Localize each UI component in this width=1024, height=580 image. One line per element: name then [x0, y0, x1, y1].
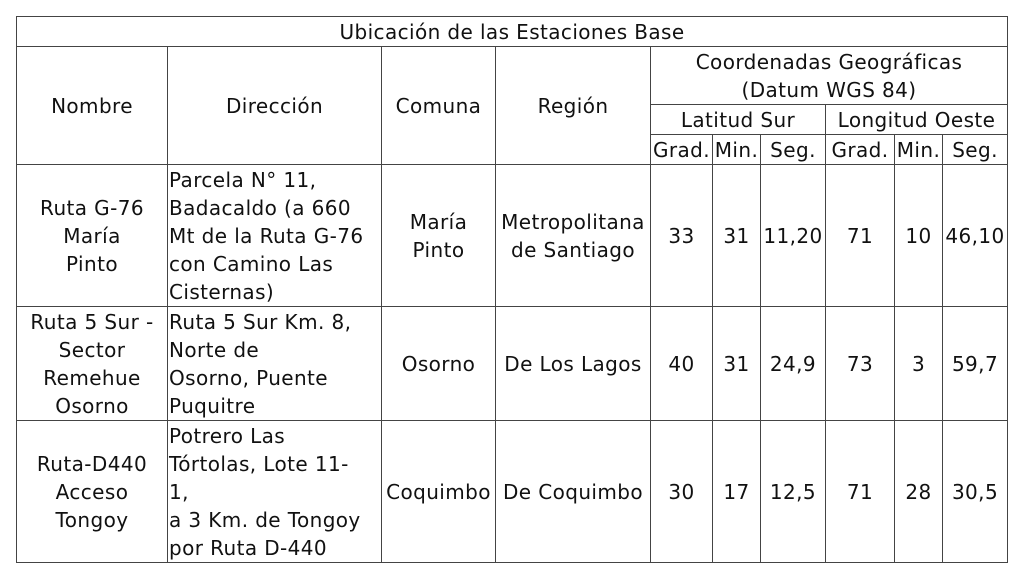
- header-lon-seconds: Seg.: [943, 135, 1008, 165]
- lon-seconds: 30,5: [943, 421, 1008, 563]
- station-region: De Coquimbo: [496, 421, 651, 563]
- header-lon-degrees: Grad.: [826, 135, 895, 165]
- lon-degrees: 71: [826, 421, 895, 563]
- header-longitude: Longitud Oeste: [826, 105, 1008, 135]
- table-row: [17, 307, 1008, 421]
- lat-seconds: 11,20: [761, 165, 826, 307]
- station-commune: Osorno: [382, 307, 496, 421]
- station-address: Parcela N° 11, Badacaldo (a 660 Mt de la Ruta G-76 con Camino Las Cisternas): [168, 165, 382, 307]
- lon-minutes: 28: [895, 421, 943, 563]
- lon-minutes: 10: [895, 165, 943, 307]
- station-name: Ruta 5 Sur - Sector Remehue Osorno: [17, 307, 168, 421]
- table-row: [17, 165, 1008, 307]
- header-lat-seconds: Seg.: [761, 135, 826, 165]
- lon-degrees: 73: [826, 307, 895, 421]
- header-commune: Comuna: [382, 47, 496, 165]
- lon-seconds: 46,10: [943, 165, 1008, 307]
- header-lon-minutes: Min.: [895, 135, 943, 165]
- header-coordinates: Coordenadas Geográficas (Datum WGS 84): [651, 47, 1008, 105]
- header-region: Región: [496, 47, 651, 165]
- header-address: Dirección: [168, 47, 382, 165]
- lat-minutes: 31: [713, 307, 761, 421]
- lat-seconds: 12,5: [761, 421, 826, 563]
- header-lat-degrees: Grad.: [651, 135, 713, 165]
- station-address: Ruta 5 Sur Km. 8, Norte de Osorno, Puente Puquitre: [168, 307, 382, 421]
- lon-minutes: 3: [895, 307, 943, 421]
- lon-degrees: 71: [826, 165, 895, 307]
- station-address: Potrero Las Tórtolas, Lote 11- 1, a 3 Km. de Tongoy por Ruta D-440: [168, 421, 382, 563]
- station-region: De Los Lagos: [496, 307, 651, 421]
- station-commune: Coquimbo: [382, 421, 496, 563]
- lat-minutes: 31: [713, 165, 761, 307]
- lon-seconds: 59,7: [943, 307, 1008, 421]
- station-region: Metropolitana de Santiago: [496, 165, 651, 307]
- lat-seconds: 24,9: [761, 307, 826, 421]
- table-row: [17, 421, 1008, 563]
- header-latitude: Latitud Sur: [651, 105, 826, 135]
- lat-degrees: 30: [651, 421, 713, 563]
- header-name: Nombre: [17, 47, 168, 165]
- station-commune: María Pinto: [382, 165, 496, 307]
- lat-degrees: 40: [651, 307, 713, 421]
- lat-degrees: 33: [651, 165, 713, 307]
- lat-minutes: 17: [713, 421, 761, 563]
- table-title: Ubicación de las Estaciones Base: [17, 17, 1008, 47]
- station-name: Ruta G-76 María Pinto: [17, 165, 168, 307]
- base-stations-table: [16, 16, 1008, 563]
- header-lat-minutes: Min.: [713, 135, 761, 165]
- station-name: Ruta-D440 Acceso Tongoy: [17, 421, 168, 563]
